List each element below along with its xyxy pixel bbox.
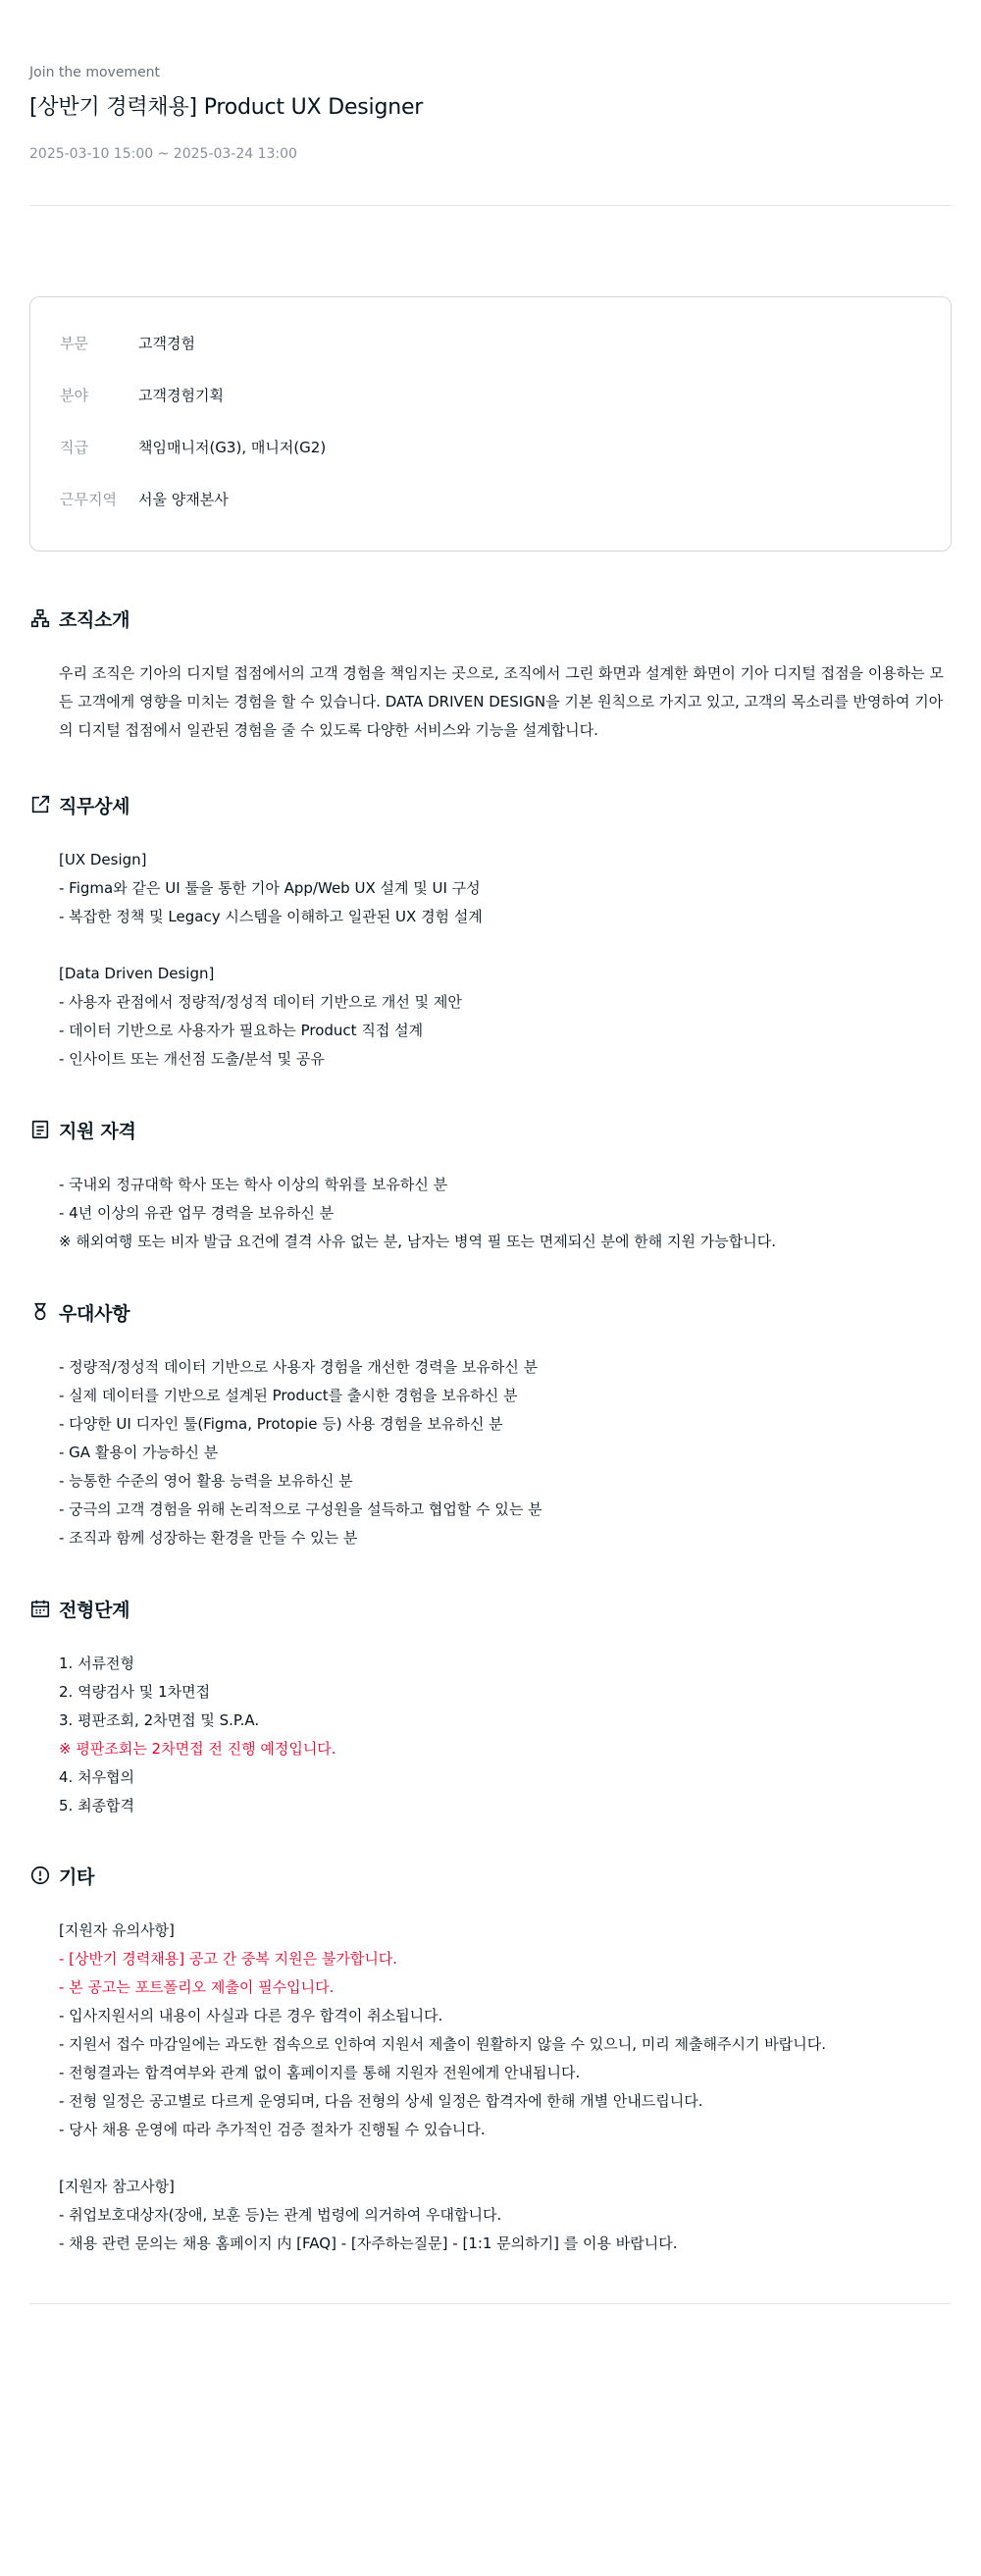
list-item: - 데이터 기반으로 사용자가 필요하는 Product 직접 설계 — [59, 1022, 424, 1039]
job-info-box — [29, 296, 952, 552]
list-item: - Figma와 같은 UI 툴을 통한 기아 App/Web UX 설계 및 UI 구성 — [59, 879, 481, 897]
info-key: 분야 — [60, 387, 88, 404]
process-step: 3. 평판조회, 2차면접 및 S.P.A. — [59, 1711, 260, 1729]
posting-dates: 2025-03-10 15:00 ~ 2025-03-24 13:00 — [29, 146, 297, 162]
list-item: - 능통한 수준의 영어 활용 능력을 보유하신 분 — [59, 1472, 353, 1490]
notice-item-important: - [상반기 경력채용] 공고 간 중복 지원은 불가합니다. — [59, 1950, 398, 1968]
alert-circle-icon — [29, 1865, 51, 1886]
list-item: [UX Design] — [59, 851, 147, 868]
list-item: - 실제 데이터를 기반으로 설계된 Product를 출시한 경험을 보유하신 분 — [59, 1387, 518, 1404]
notice-item: - 당사 채용 운영에 따라 추가적인 검증 절차가 진행될 수 있습니다. — [59, 2121, 486, 2138]
list-item: - 국내외 정규대학 학사 또는 학사 이상의 학위를 보유하신 분 — [59, 1176, 448, 1193]
list-item: - 복잡한 정책 및 Legacy 시스템을 이해하고 일관된 UX 경험 설계 — [59, 908, 483, 925]
info-value: 책임매니저(G3), 매니저(G2) — [138, 439, 327, 456]
process-step: 4. 처우협의 — [59, 1768, 135, 1786]
info-value: 서울 양재본사 — [138, 491, 229, 508]
info-row-grade — [60, 437, 921, 489]
process-step: 5. 최종합격 — [59, 1797, 135, 1814]
list-item: [Data Driven Design] — [59, 965, 215, 982]
section-title: 조직소개 — [59, 608, 130, 631]
info-value: 고객경험기획 — [138, 387, 224, 404]
section-title: 기타 — [59, 1866, 95, 1888]
list-item: - 4년 이상의 유관 업무 경력을 보유하신 분 — [59, 1204, 335, 1222]
section-title: 지원 자격 — [59, 1120, 136, 1142]
list-item: ※ 해외여행 또는 비자 발급 요건에 결격 사유 없는 분, 남자는 병역 필 또는 면제되신 분에 한해 지원 가능합니다. — [59, 1233, 777, 1250]
org-chart-icon — [29, 607, 51, 629]
section-title: 전형단계 — [59, 1599, 130, 1621]
process-step: 1. 서류전형 — [59, 1655, 135, 1672]
notice-item: - 입사지원서의 내용이 사실과 다른 경우 합격이 취소됩니다. — [59, 2007, 443, 2024]
info-row-field — [60, 385, 921, 437]
document-icon — [29, 1119, 51, 1140]
info-key: 근무지역 — [60, 491, 117, 508]
page-title: [상반기 경력채용] Product UX Designer — [29, 95, 424, 120]
info-row-division — [60, 333, 921, 385]
info-key: 부문 — [60, 335, 88, 352]
posting-header — [29, 65, 952, 162]
section-title: 직무상세 — [59, 795, 130, 817]
notice-item: - 지원서 접수 마감일에는 과도한 접속으로 인하여 지원서 제출이 원활하지 않을 수 있으니, 미리 제출해주시기 바랍니다. — [59, 2035, 826, 2053]
process-step: 2. 역량검사 및 1차면접 — [59, 1683, 211, 1701]
section-organization — [29, 605, 952, 745]
section-qualifications — [29, 1116, 952, 1256]
list-item: - 조직과 함께 성장하는 환경을 만들 수 있는 분 — [59, 1529, 358, 1547]
notice-heading: [지원자 유의사항] — [59, 1921, 175, 1939]
info-row-location — [60, 489, 921, 541]
list-item: - 궁극의 고객 경험을 위해 논리적으로 구성원을 설득하고 협업할 수 있는 분 — [59, 1500, 542, 1518]
notice-item-important: - 본 공고는 포트폴리오 제출이 필수입니다. — [59, 1978, 335, 1996]
list-item: - 다양한 UI 디자인 툴(Figma, Protopie 등) 사용 경험을 보유하신 분 — [59, 1415, 503, 1433]
list-spacer — [59, 2144, 952, 2173]
medal-icon — [29, 1301, 51, 1323]
list-item: - 정량적/정성적 데이터 기반으로 사용자 경험을 개선한 경력을 보유하신 분 — [59, 1358, 539, 1376]
list-item: - GA 활용이 가능하신 분 — [59, 1444, 219, 1461]
list-item: - 사용자 관점에서 정량적/정성적 데이터 기반으로 개선 및 제안 — [59, 993, 462, 1011]
edit-icon — [29, 794, 51, 815]
notice-item: - 전형 일정은 공고별로 다르게 운영되며, 다음 전형의 상세 일정은 합격자에 한해 개별 안내드립니다. — [59, 2092, 703, 2110]
info-value: 고객경험 — [138, 335, 195, 352]
header-divider — [29, 205, 952, 206]
section-job-detail — [29, 791, 952, 1074]
section-title: 우대사항 — [59, 1302, 130, 1325]
section-etc — [29, 1862, 952, 2258]
section-paragraph: 우리 조직은 기아의 디지털 접점에서의 고객 경험을 책임지는 곳으로, 조직에서 그린 화면과 설계한 화면이 기아 디지털 접점을 이용하는 모든 고객에게 영향을 미치는 경험을 할 수 있습니다. DATA DRIVEN DESIGN을 기본 원칙으로 가지고 있고, 고객의 목소리를 반영하여 기아의 디지털 접점에서 일관된 경험을 줄 수 있도록 다양한 서비스와 기능을 설계합니다. — [59, 664, 945, 739]
notice-item: - 취업보호대상자(장애, 보훈 등)는 관계 법령에 의거하여 우대합니다. — [59, 2206, 502, 2224]
info-key: 직급 — [60, 439, 88, 456]
section-process — [29, 1595, 952, 1820]
section-preferred — [29, 1298, 952, 1552]
footer-divider — [29, 2303, 952, 2304]
eyebrow-text: Join the movement — [29, 65, 161, 80]
process-notice: ※ 평판조회는 2차면접 전 진행 예정입니다. — [59, 1740, 336, 1758]
calendar-icon — [29, 1598, 51, 1619]
list-item: - 인사이트 또는 개선점 도출/분석 및 공유 — [59, 1050, 325, 1068]
notice-heading: [지원자 참고사항] — [59, 2178, 175, 2195]
notice-item: - 전형결과는 합격여부와 관계 없이 홈페이지를 통해 지원자 전원에게 안내됩니다. — [59, 2064, 581, 2081]
notice-item: - 채용 관련 문의는 채용 홈페이지 内 [FAQ] - [자주하는질문] - [1:1 문의하기] 를 이용 바랍니다. — [59, 2234, 678, 2252]
list-spacer — [59, 931, 952, 960]
